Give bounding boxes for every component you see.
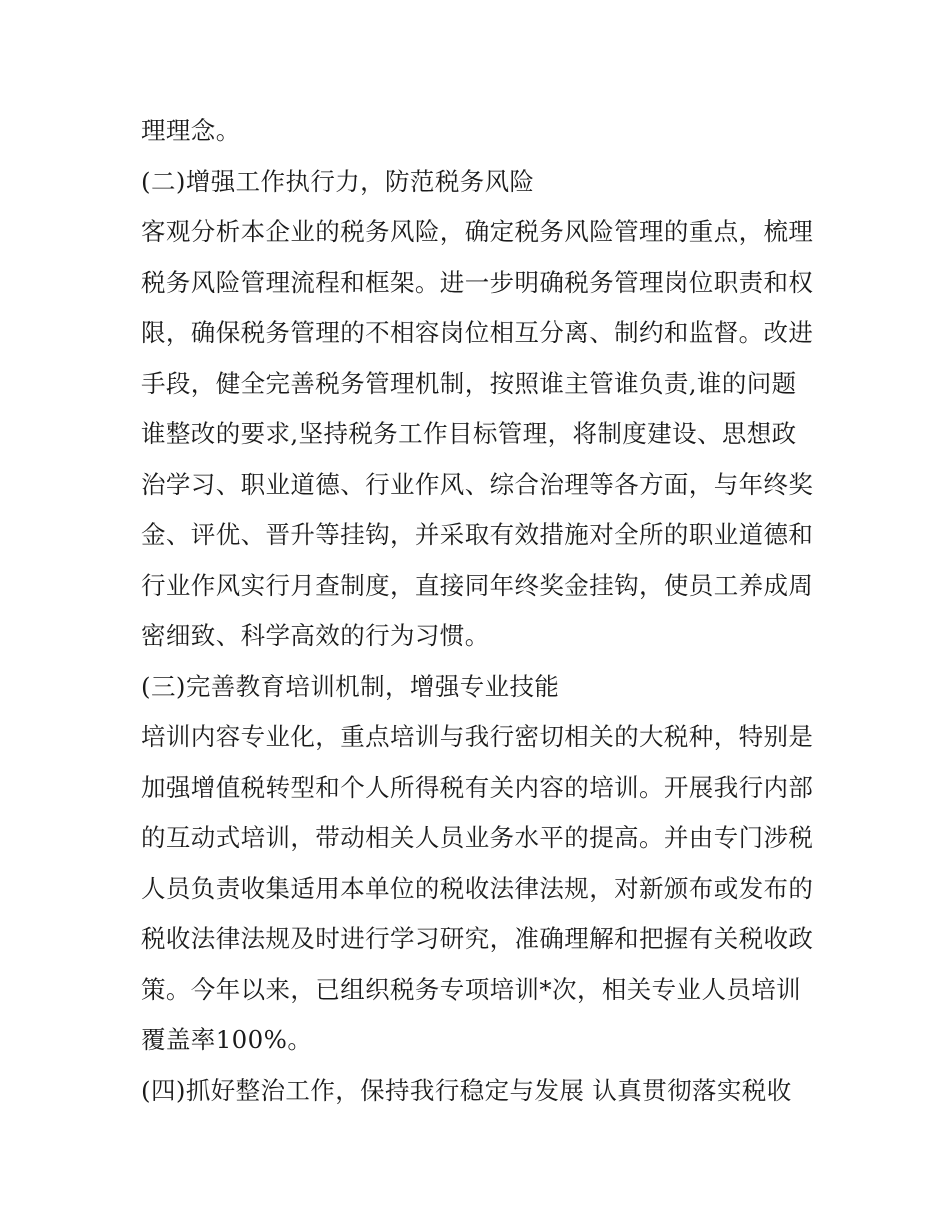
text-line: 谁整改的要求,坚持税务工作目标管理，将制度建设、思想政 [141, 419, 797, 448]
text-line: 治学习、职业道德、行业作风、综合治理等各方面，与年终奖 [141, 469, 814, 499]
text-line: 金、评优、晋升等挂钩，并采取有效措施对全所的职业道德和 [141, 520, 814, 549]
text-line: 培训内容专业化，重点培训与我行密切相关的大税种，特别是 [141, 722, 814, 751]
document-body [141, 106, 821, 1116]
text-line: 税收法律法规及时进行学习研究，准确理解和把握有关税收政 [141, 924, 814, 953]
text-line: 人员负责收集适用本单位的税收法律法规，对新颁布或发布的 [141, 873, 814, 903]
section-heading: (三)完善教育培训机制，增强专业技能 [141, 671, 560, 701]
text-line: 的互动式培训，带动相关人员业务水平的提高。并由专门涉税 [141, 823, 814, 852]
text-line: 限，确保税务管理的不相容岗位相互分离、制约和监督。改进 [141, 318, 814, 347]
text-line: 加强增值税转型和个人所得税有关内容的培训。开展我行内部 [141, 772, 814, 802]
text-line: 密细致、科学高效的行为习惯。 [141, 621, 490, 650]
text-line: 策。今年以来，已组织税务专项培训*次，相关专业人员培训 [141, 974, 802, 1004]
text-line: 行业作风实行月查制度，直接同年终奖金挂钩，使员工养成周 [141, 570, 814, 600]
section-heading: (二)增强工作执行力，防范税务风险 [141, 166, 535, 196]
text-line: 税务风险管理流程和框架。进一步明确税务管理岗位职责和权 [141, 267, 814, 297]
text-line: 手段，健全完善税务管理机制，按照谁主管谁负责,谁的问题 [141, 368, 797, 398]
section-heading: (四)抓好整治工作，保持我行稳定与发展 认真贯彻落实税收 [141, 1075, 792, 1105]
text-line: 理理念。 [141, 116, 241, 145]
text-line: 覆盖率100%。 [141, 1025, 313, 1054]
text-line: 客观分析本企业的税务风险，确定税务风险管理的重点，梳理 [141, 217, 814, 246]
